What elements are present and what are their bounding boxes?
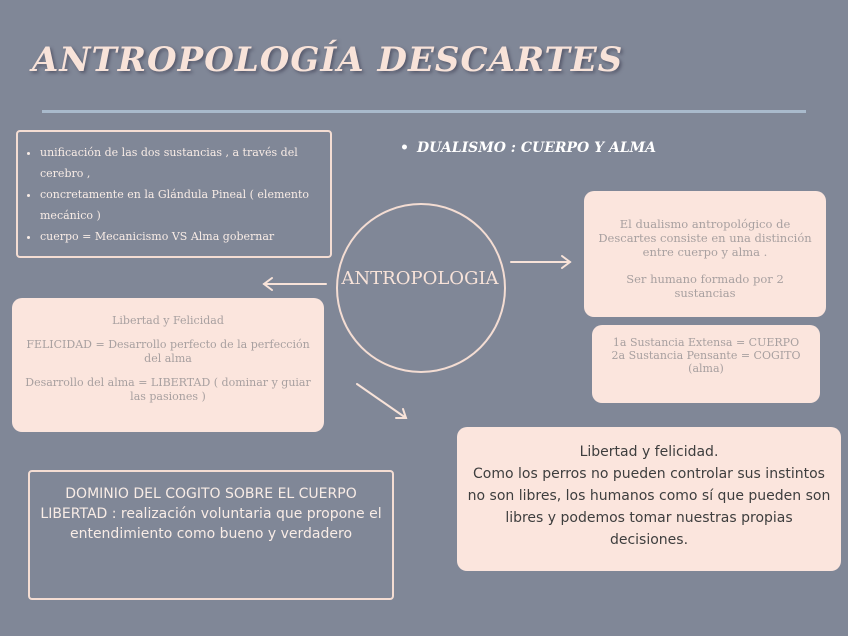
dominio-cogito-text: DOMINIO DEL COGITO SOBRE EL CUERPO [65, 486, 357, 502]
sustancias-count-text: Ser humano formado por 2 sustancias [626, 272, 784, 300]
libertad-text: Desarrollo del alma = LIBERTAD ( dominar y guiar las pasiones ) [25, 376, 311, 403]
arrow-down-right-icon [357, 384, 406, 418]
arrow-left-icon [264, 278, 326, 290]
center-label: ANTROPOLOGIA [341, 268, 499, 289]
sustancias-box [592, 325, 820, 403]
page-title: ANTROPOLOGÍA DESCARTES [32, 40, 624, 80]
sustancia-extensa-text: 1a Sustancia Extensa = CUERPO [612, 336, 800, 349]
libertad-ejemplo-box [457, 427, 841, 571]
libertad-definition-text: LIBERTAD : realización voluntaria que propone el entendimiento como bueno y verdadero [40, 506, 382, 542]
dualismo-definition-box [584, 191, 826, 317]
list-item: • concretamente en la Glándula Pineal ( elemento mecánico ) [40, 184, 316, 226]
dominio-cogito-box [28, 470, 394, 600]
libertad-felicidad-title: Libertad y Felicidad [112, 314, 224, 327]
list-item: • unificación de las dos sustancias , a través del cerebro , [40, 142, 316, 184]
libertad-ejemplo-body: Como los perros no pueden controlar sus instintos no son libres, los humanos como sí que pueden son libres y podemos tomar nuestras propias decisiones. [467, 466, 831, 548]
dualismo-heading-text: DUALISMO : CUERPO Y ALMA [416, 140, 657, 156]
arrow-right-icon [511, 256, 570, 268]
felicidad-text: FELICIDAD = Desarrollo perfecto de la perfección del alma [26, 338, 310, 365]
sustancia-pensante-text: 2a Sustancia Pensante = COGITO (alma) [611, 349, 801, 375]
libertad-felicidad-box [12, 298, 324, 432]
bullet-icon: • [400, 140, 409, 156]
list-item: • cuerpo = Mecanicismo VS Alma gobernar [40, 226, 316, 247]
libertad-ejemplo-title: Libertad y felicidad. [579, 444, 719, 460]
dualismo-definition-text: El dualismo antropológico de Descartes consiste en una distinción entre cuerpo y alma . [598, 217, 812, 259]
